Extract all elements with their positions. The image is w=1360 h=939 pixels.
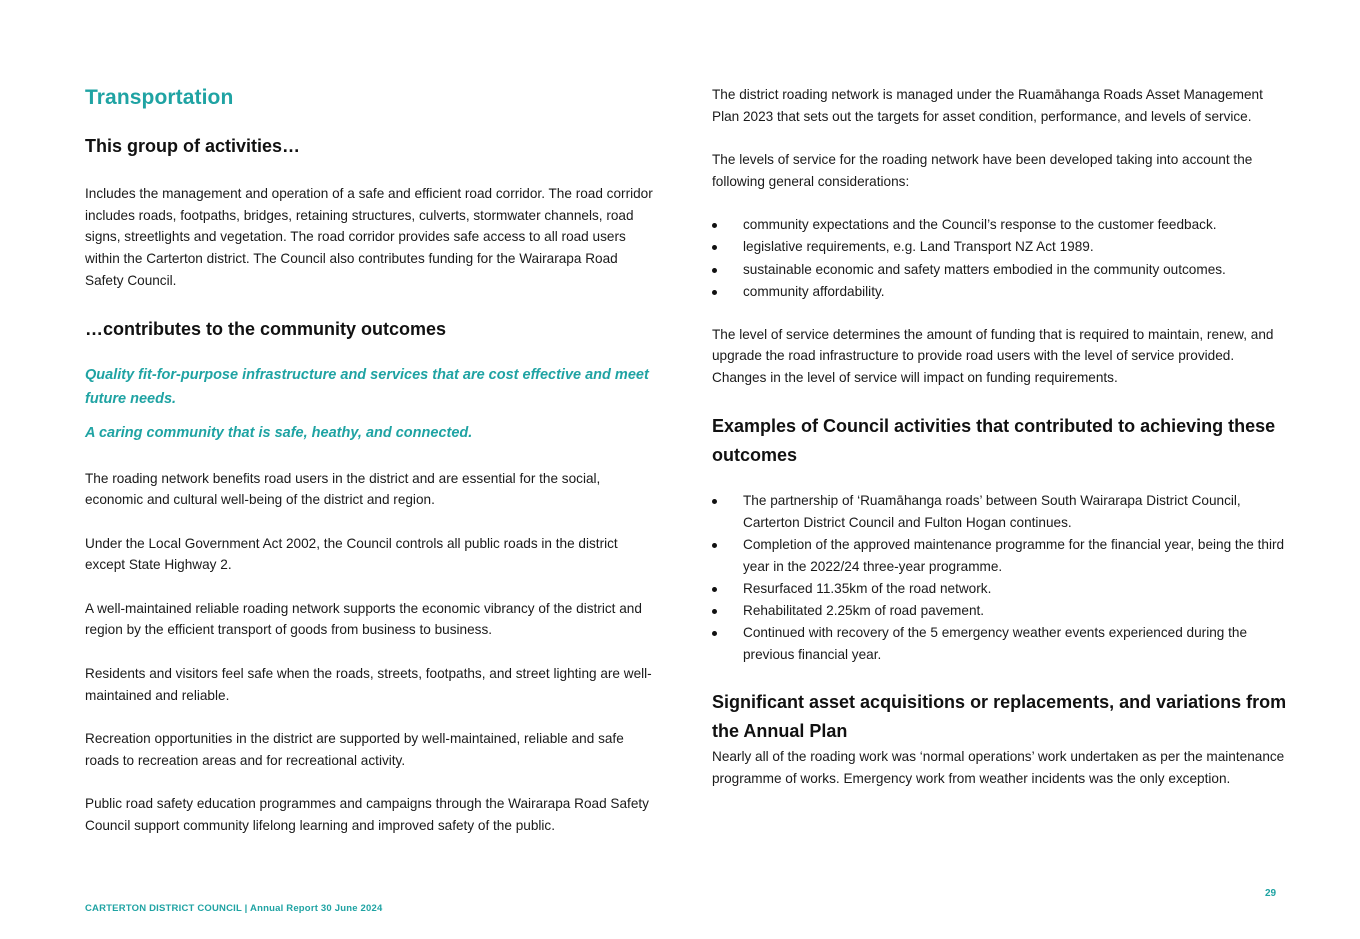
acquisitions-heading: Significant asset acquisitions or replacements, and variations from the Annual Plan — [712, 691, 1287, 741]
paragraph-1: The roading network benefits road users in the district and are essential for the social, economic and cultural well-being of the district and region. — [85, 470, 601, 508]
paragraph-5: Recreation opportunities in the district are supported by well-maintained, reliable and safe roads to recreation areas and for recreational activity. — [85, 730, 624, 768]
list-item: community affordability. — [712, 281, 1287, 303]
bullet-icon — [712, 290, 717, 295]
list-item: Resurfaced 11.35km of the road network. — [712, 578, 1287, 600]
list-item: Rehabilitated 2.25km of road pavement. — [712, 600, 1287, 622]
group-heading: This group of activities… — [85, 136, 301, 156]
footer-text: CARTERTON DISTRICT COUNCIL | Annual Report 30 June 2024 — [85, 903, 383, 914]
bullet-icon — [712, 609, 717, 614]
list-item: Completion of the approved maintenance programme for the financial year, being the third year in the 2022/24 three-year programme. — [712, 534, 1287, 577]
list-item: The partnership of ‘Ruamāhanga roads’ between South Wairarapa District Council, Carterton District Council and Fulton Hogan continues. — [712, 490, 1287, 533]
paragraph-2: Under the Local Government Act 2002, the Council controls all public roads in the district except State Highway 2. — [85, 535, 618, 573]
group-description: Includes the management and operation of a safe and efficient road corridor. The road corridor includes roads, footpaths, bridges, retaining structures, culverts, stormwater channels, road signs, streetlights and vegetation. The road corridor provides safe access to all road users within the Carterton district. The Council also contributes funding for the Wairarapa Road Safety Council. — [85, 186, 653, 288]
paragraph-4: Residents and visitors feel safe when the roads, streets, footpaths, and street lighting are well-maintained and reliable. — [85, 665, 652, 703]
bullet-icon — [712, 587, 717, 592]
list-item: community expectations and the Council’s response to the customer feedback. — [712, 214, 1287, 236]
bullet-icon — [712, 499, 717, 504]
asset-plan-paragraph: The district roading network is managed under the Ruamāhanga Roads Asset Management Plan 2023 that sets out the targets for asset condition, performance, and levels of service. — [712, 87, 1263, 124]
list-item: sustainable economic and safety matters embodied in the community outcomes. — [712, 259, 1287, 281]
section-title: Transportation — [85, 86, 234, 109]
examples-heading: Examples of Council activities that contributed to achieving these outcomes — [712, 415, 1276, 465]
bullet-icon — [712, 543, 717, 548]
paragraph-6: Public road safety education programmes and campaigns through the Wairarapa Road Safety Council support community lifelong learning and improved safety of the public. — [85, 795, 649, 833]
left-column — [85, 86, 655, 836]
acquisitions-paragraph: Nearly all of the roading work was ‘normal operations’ work undertaken as per the maintenance programme of works. Emergency work from weather incidents was the only exception. — [712, 748, 1285, 786]
examples-list — [712, 490, 1287, 666]
page-number: 29 — [1265, 888, 1277, 899]
outcome-1: Quality fit-for-purpose infrastructure and services that are cost effective and meet future needs. — [85, 366, 649, 407]
funding-paragraph: The level of service determines the amount of funding that is required to maintain, renew, and upgrade the road infrastructure to provide road users with the level of service provided. Changes in the level of service will impact on funding requirements. — [712, 326, 1274, 386]
right-column — [712, 84, 1287, 789]
levels-of-service-paragraph: The levels of service for the roading network have been developed taking into account the following general considerations: — [712, 152, 1253, 189]
outcomes-heading: …contributes to the community outcomes — [85, 318, 447, 339]
bullet-icon — [712, 631, 717, 636]
outcome-2: A caring community that is safe, heathy, and connected. — [85, 424, 473, 441]
bullet-icon — [712, 223, 717, 228]
paragraph-3: A well-maintained reliable roading network supports the economic vibrancy of the district and region by the efficient transport of goods from business to business. — [85, 600, 642, 638]
list-item: legislative requirements, e.g. Land Transport NZ Act 1989. — [712, 236, 1287, 258]
bullet-icon — [712, 268, 717, 273]
list-item: Continued with recovery of the 5 emergency weather events experienced during the previous financial year. — [712, 622, 1287, 665]
bullet-icon — [712, 245, 717, 250]
considerations-list — [712, 214, 1287, 303]
